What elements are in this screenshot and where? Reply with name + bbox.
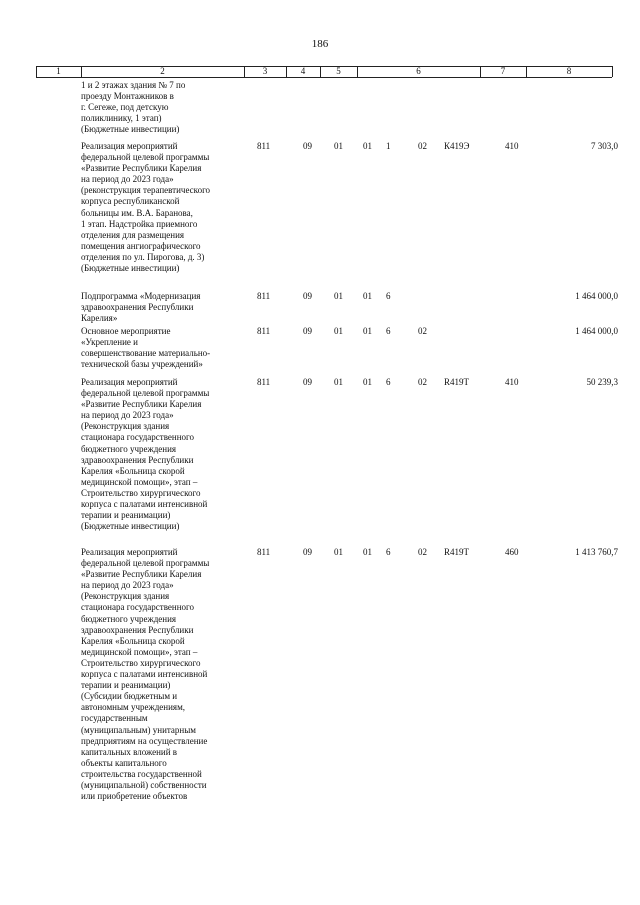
column-header: 5 [336,66,341,76]
main-activity-code: 02 [418,326,427,336]
target-program-code: 01 [363,377,372,387]
row-description: Подпрограмма «Модернизация здравоохранения Республики Карелия» [81,291,201,324]
subsection-code: 01 [334,291,343,301]
subsection-code: 01 [334,141,343,151]
section-code: 09 [303,141,312,151]
subprogram-code: 6 [386,326,391,336]
column-header: 3 [262,66,268,76]
ministry-code: 811 [257,547,271,557]
direction-code: К419Э [444,141,470,151]
column-header: 1 [56,66,61,76]
column-header: 8 [566,66,572,76]
subprogram-code: 6 [386,377,391,387]
ministry-code: 811 [257,326,271,336]
expense-type-code: 410 [505,141,519,151]
target-program-code: 01 [363,141,372,151]
header-divider [612,66,613,77]
page-number: 186 [311,38,329,50]
column-header: 7 [500,66,506,76]
direction-code: R419Т [444,377,470,387]
section-code: 09 [303,326,312,336]
amount: 1 464 000,0 [575,291,618,301]
subsection-code: 01 [334,377,343,387]
target-program-code: 01 [363,291,372,301]
expense-type-code: 460 [505,547,519,557]
header-bottom-rule [36,77,612,78]
subprogram-code: 6 [386,547,391,557]
column-header: 2 [160,66,165,76]
column-header: 6 [416,66,421,76]
target-program-code: 01 [363,326,372,336]
amount: 50 239,3 [586,377,618,387]
target-program-code: 01 [363,547,372,557]
main-activity-code: 02 [418,141,427,151]
amount: 1 464 000,0 [575,326,618,336]
expense-type-code: 410 [505,377,519,387]
row-description: 1 и 2 этажах здания № 7 по проезду Монтажников в г. Сегеже, под детскую поликлинику, 1 этап) (Бюджетные инвестиции) [81,80,186,135]
subprogram-code: 6 [386,291,391,301]
ministry-code: 811 [257,377,271,387]
amount: 7 303,0 [591,141,618,151]
subsection-code: 01 [334,326,343,336]
row-description: Реализация мероприятий федеральной целевой программы «Развитие Республики Карелия на период до 2023 года» (реконструкция терапевтического корпуса республиканской больницы им. В.А. Баранова, 1 этап. Надстройка приемного отделения для размещения помещения ангиографического отделения по ул. Пирогова, д. 3) (Бюджетные инвестиции) [81,141,211,274]
ministry-code: 811 [257,141,271,151]
section-code: 09 [303,547,312,557]
main-activity-code: 02 [418,547,427,557]
section-code: 09 [303,291,312,301]
main-activity-code: 02 [418,377,427,387]
column-header: 4 [300,66,306,76]
row-description: Реализация мероприятий федеральной целевой программы «Развитие Республики Карелия на период до 2023 года» (Реконструкция здания стационара государственного бюджетного учреждения здравоохранения Республики Карелия «Больница скорой медицинской помощи», этап – Строительство хирургического корпуса с палатами интенсивной терапии и реанимации) (Субсидии бюджетным и автономным учреждениям, государственным (муниципальным) унитарным предприятиям на осуществление капитальных вложений в объекты капитального строительства государственной (муниципальной) собственности или приобретение объектов [81,547,210,802]
ministry-code: 811 [257,291,271,301]
section-code: 09 [303,377,312,387]
subprogram-code: 1 [386,141,391,151]
row-description: Основное мероприятие «Укрепление и совершенствование материально- технической базы учреждений» [81,326,211,370]
amount: 1 413 760,7 [575,547,618,557]
subsection-code: 01 [334,547,343,557]
direction-code: R419Т [444,547,470,557]
row-description: Реализация мероприятий федеральной целевой программы «Развитие Республики Карелия на период до 2023 года» (Реконструкция здания стационара государственного бюджетного учреждения здравоохранения Республики Карелия «Больница скорой медицинской помощи», этап – Строительство хирургического корпуса с палатами интенсивной терапии и реанимации) (Бюджетные инвестиции) [81,377,210,532]
